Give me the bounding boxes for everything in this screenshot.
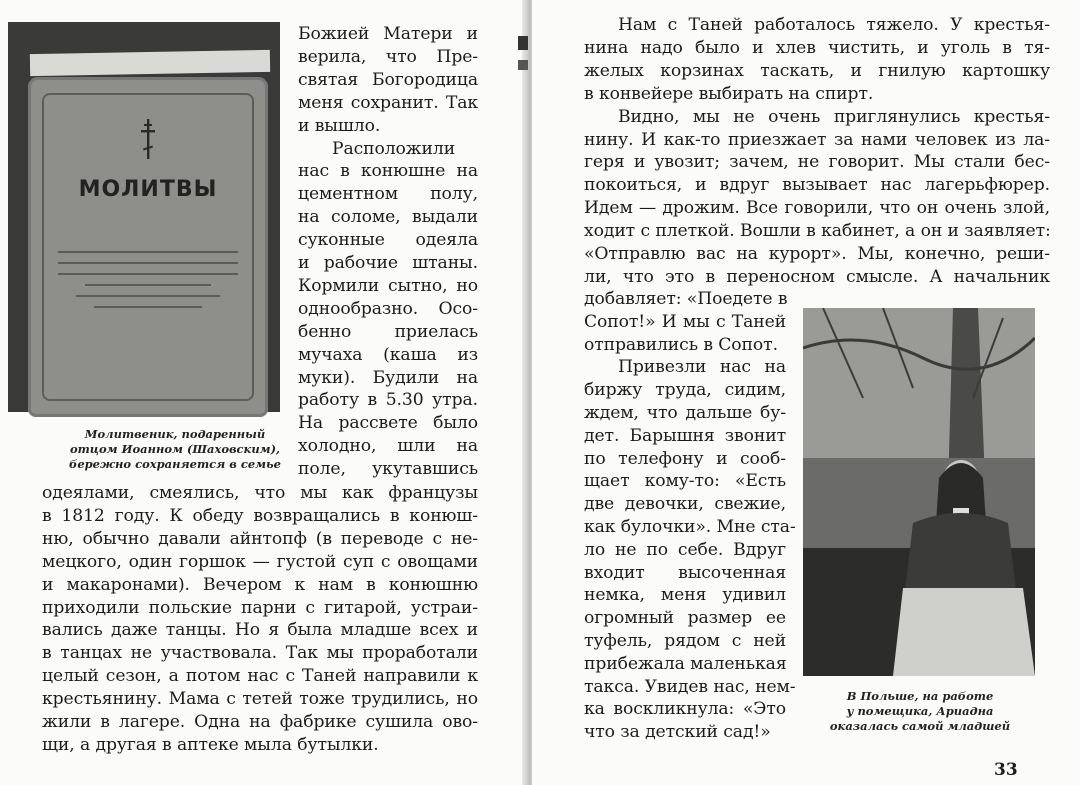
text-line: и вышло. (298, 115, 381, 136)
text-line: такса. Увидев нас, нем- (584, 676, 796, 697)
text-line: щи, а другая в аптеке мыла бутылки. (42, 734, 379, 755)
text-line: добавляет: «Поедете в (584, 289, 788, 309)
left-page (0, 0, 528, 785)
text-line: и макаронами). Вечером к нам в конюшню (42, 574, 478, 595)
photo-label-strip (30, 50, 270, 76)
prayer-book-cover (28, 77, 268, 417)
text-line: ли, что это в переносном смысле. А начальник (584, 266, 1050, 287)
text-line: Идем — дрожим. Все говорили, что он очень злой, (584, 198, 1050, 219)
orthodox-cross-icon (138, 119, 158, 159)
text-line: ка воскликнула: «Это (584, 699, 786, 720)
text-line: «Отправлю вас на курорт». Мы, конечно, реши- (584, 244, 1050, 264)
text-line: дет. Барышня звонит (584, 425, 786, 446)
text-line: желых корзинах таскать, и гнилую картошку (584, 60, 1050, 81)
text-line: в конвейере выбирать на спирт. (584, 83, 874, 104)
text-line: Нам с Таней работалось тяжело. У крестья- (618, 15, 1050, 35)
text-line: огромный размер ее (584, 608, 786, 629)
text-line: немка, меня удивил (584, 585, 786, 606)
girl-photo (803, 308, 1035, 676)
right-page (532, 0, 1080, 785)
text-line: геря и увозит; зачем, не говорит. Мы стали бес- (584, 152, 1050, 173)
text-line: что за детский сад!» (584, 722, 771, 743)
text-line: Божией Матери и (298, 24, 478, 44)
text-line: Привезли нас на (618, 357, 786, 378)
caption-line: у помещика, Ариадна (846, 704, 994, 718)
text-line: верила, что Пре- (298, 46, 478, 67)
text-line: входит высоченная (584, 562, 786, 583)
text-line: святая Богородица (298, 69, 478, 90)
text-line: прибежала маленькая (584, 653, 787, 674)
text-line: бенно приелась (298, 321, 478, 342)
text-line: покоиться, и вдруг вызывает нас лагерьфюрер. (584, 175, 1050, 196)
text-line: две девочки, свежие, (584, 494, 786, 515)
caption-line: оказалась самой младшей (829, 719, 1011, 733)
text-line: Сопот!» И мы с Таней (584, 311, 786, 332)
text-line: Кормили сытно, но (298, 275, 478, 296)
text-line: одеялами, смеялись, что мы как французы (42, 483, 478, 503)
text-line: На рассвете было (298, 413, 478, 434)
caption-line: отцом Иоанном (Шаховским), (69, 442, 281, 456)
text-line: целый сезон, а потом нас с Таней направили к (42, 666, 478, 687)
page-number: 33 (994, 760, 1018, 780)
text-line: жили в лагере. Одна на фабрике сушила ово- (42, 712, 478, 732)
girl-photo-drawing (803, 308, 1035, 676)
text-line: Видно, мы не очень приглянулись крестья- (618, 106, 1050, 127)
text-line: приходили польские парни с гитарой, устраи- (42, 597, 478, 618)
text-line: отправились в Сопот. (584, 334, 778, 355)
text-line: холодно, шли на (298, 436, 478, 457)
text-line: поле, укутавшись (298, 459, 478, 480)
text-line: крестьянину. Мама с тетей тоже трудились, но (42, 689, 478, 710)
page-tab-marker (518, 36, 528, 50)
text-line: биржу труда, сидим, (584, 380, 786, 401)
text-line: нас в конюшне на (298, 161, 478, 182)
prayer-book-photo (8, 22, 280, 412)
text-line: по телефону и сооб- (584, 448, 786, 469)
caption-line: бережно сохраняется в семье (69, 457, 281, 471)
text-line: цементном полу, (298, 184, 478, 205)
text-line: как булочки». Мне ста- (584, 517, 796, 537)
text-line: мучаха (каша из (298, 344, 478, 365)
text-line: ходит с плеткой. Вошли в кабинет, а он и заявляет: (584, 221, 1051, 242)
text-line: нина надо было и хлев чистить, и уголь в тя- (584, 37, 1050, 58)
text-line: нину. И как-то приезжает за нами человек из ла- (584, 129, 1050, 150)
prayer-book-text-lines (58, 242, 238, 317)
left-photo-caption (50, 427, 300, 472)
text-line: в танцах не участвовала. Так мы проработали (42, 643, 478, 664)
page-tab-marker (518, 60, 528, 70)
text-line: ждем, что дальше бу- (584, 403, 786, 423)
text-line: щает кому-то: «Есть (584, 471, 786, 492)
caption-line: Молитвеник, подаренный (84, 427, 266, 441)
text-line: однообразно. Осо- (298, 298, 478, 319)
text-line: Расположили (332, 138, 456, 159)
right-photo-caption (800, 689, 1040, 734)
text-line: ню, обычно давали айнтопф (в переводе с не- (42, 528, 478, 549)
text-line: туфель, рядом с ней (584, 631, 786, 651)
text-line: работу в 5.30 утра. (298, 390, 478, 411)
text-line: меня сохранит. Так (298, 92, 478, 113)
text-line: на соломе, выдали (298, 207, 478, 228)
text-line: вались даже танцы. Но я была младше всех и (42, 620, 478, 641)
text-line: в 1812 году. К обеду возвращались в конюш- (42, 505, 478, 526)
prayer-book-title: МОЛИТВЫ (78, 177, 218, 202)
caption-line: В Польше, на работе (846, 689, 994, 703)
text-line: мецкого, один горшок — густой суп с овощами (42, 551, 478, 572)
text-line: муки). Будили на (298, 367, 478, 388)
text-line: и рабочие штаны. (298, 253, 478, 273)
text-line: суконные одеяла (298, 230, 478, 251)
text-line: ло не по себе. Вдруг (584, 539, 786, 560)
